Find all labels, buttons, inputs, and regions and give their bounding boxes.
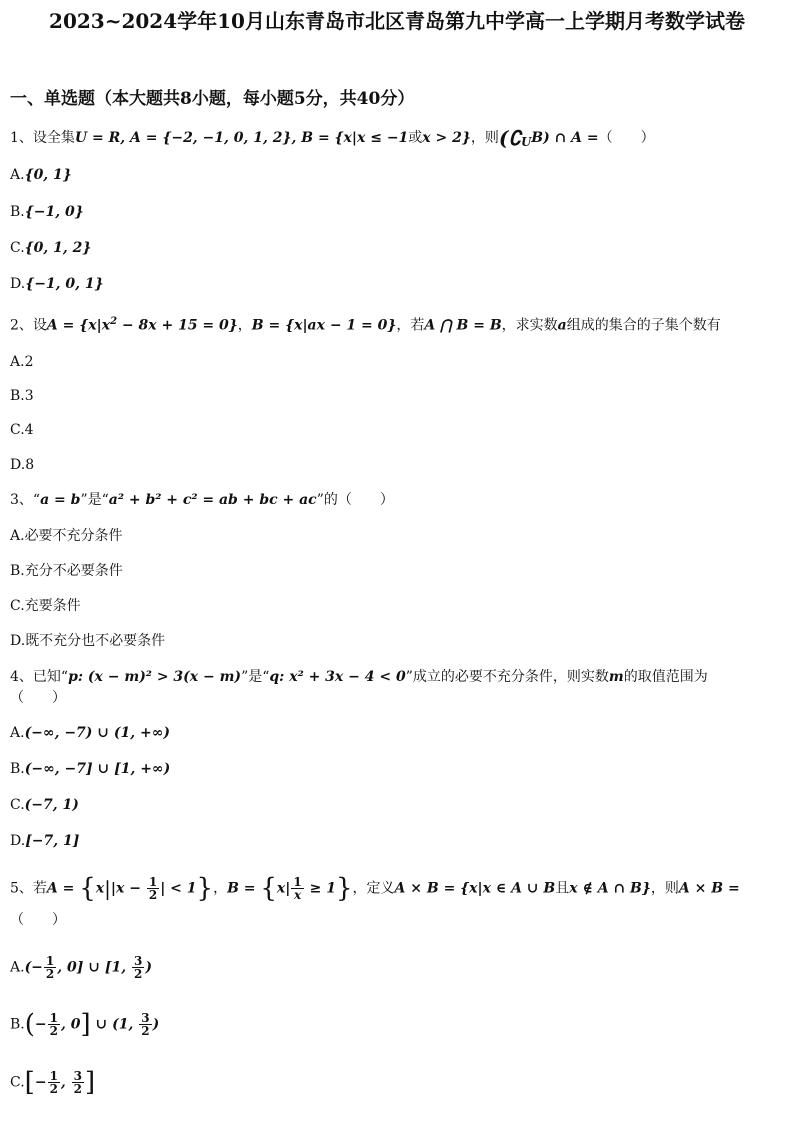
q5-math: | < 1 — [160, 880, 197, 897]
option-text: {0, 1, 2} — [24, 240, 92, 256]
question-number: 5、 — [10, 880, 33, 897]
option-text: (−∞, −7) ∪ (1, +∞) — [24, 725, 171, 741]
option-5a — [10, 955, 152, 980]
q5-brace: { — [260, 873, 277, 904]
option-bracket: ] — [85, 1067, 96, 1098]
q2-text: ，若 — [396, 317, 425, 334]
fraction-denominator: 2 — [49, 1082, 58, 1096]
option-text: 8 — [25, 457, 35, 473]
option-text: 既不充分也不必要条件 — [25, 633, 166, 649]
q1-blank: （ ） — [598, 130, 655, 146]
option-3b — [10, 561, 123, 581]
option-2d — [10, 455, 34, 475]
question-4 — [10, 667, 708, 687]
fraction-denominator: x — [293, 888, 302, 902]
option-text: 充要条件 — [24, 598, 81, 614]
option-label: B. — [10, 761, 25, 777]
q5-fraction — [291, 876, 303, 901]
option-text: [−7, 1] — [25, 833, 80, 849]
option-text: (−∞, −7] ∪ [1, +∞) — [24, 761, 171, 777]
option-label: D. — [10, 833, 26, 849]
q4-math: m — [608, 669, 624, 685]
q5-brace: { — [79, 873, 96, 904]
fraction-numerator: 1 — [293, 875, 302, 889]
section-heading: 一、单选题（本大题共8小题，每小题5分，共40分） — [10, 89, 415, 109]
q5-brace: } — [196, 873, 214, 904]
q3-text: ”的（ ） — [316, 492, 394, 508]
q2-text: ， — [237, 317, 252, 334]
option-text: , 0] ∪ [1, — [57, 959, 131, 976]
option-2b — [10, 386, 34, 406]
option-1b — [10, 202, 84, 222]
option-text: {−1, 0, 1} — [25, 276, 104, 292]
option-bracket: [ — [24, 1067, 35, 1098]
q3-math: a² + b² + c² = ab + bc + ac — [108, 492, 317, 508]
option-label: D. — [10, 633, 26, 649]
q1-math: x > 2} — [422, 130, 471, 146]
option-text: , — [60, 1074, 71, 1091]
option-1a — [10, 165, 72, 185]
q4-math: p: (x − m)² > 3(x − m) — [68, 669, 242, 685]
fraction-denominator: 2 — [45, 967, 55, 981]
q5-math: A = — [46, 880, 80, 897]
q5-bar: | — [104, 876, 111, 901]
option-fraction — [139, 1012, 151, 1037]
q2-math: B = {x|ax − 1 = 0} — [251, 317, 397, 334]
q5-math: ≥ 1 — [304, 880, 336, 897]
option-label: A. — [10, 167, 25, 183]
option-label: A. — [10, 354, 25, 370]
q2-math-sup: 2 — [110, 316, 118, 327]
q5-math: x ∉ A ∩ B} — [569, 880, 651, 897]
q5-math: A × B = {x|x ∈ A ∪ B — [394, 880, 556, 897]
q5-brace: } — [335, 873, 353, 904]
option-fraction — [44, 955, 56, 980]
option-text: (−7, 1) — [24, 797, 79, 813]
option-text: − — [34, 1074, 47, 1091]
q5-math: |x − — [110, 880, 146, 897]
q2-math: A ⋂ B = B — [424, 317, 502, 334]
q1-math-sub: U — [521, 134, 532, 149]
option-4b — [10, 759, 170, 779]
option-label: C. — [10, 1074, 25, 1091]
option-1d — [10, 274, 104, 294]
option-label: D. — [10, 457, 26, 473]
question-number: 3、 — [10, 492, 33, 508]
q5-math: B = — [227, 880, 261, 897]
option-2c — [10, 420, 34, 440]
q4-text: 已知“ — [32, 669, 69, 685]
q2-math: − 8x + 15 = 0} — [117, 317, 238, 334]
q4-text: ”成立的必要不充分条件，则实数 — [405, 669, 609, 685]
fraction-numerator: 1 — [148, 875, 158, 889]
q1-math: U = R, A = {−2, −1, 0, 1, 2}, B = {x|x ≤ −1 — [74, 130, 409, 146]
option-fraction — [48, 1012, 60, 1037]
page-title: 2023~2024学年10月山东青岛市北区青岛第九中学高一上学期月考数学试卷 — [49, 9, 745, 33]
option-3a — [10, 526, 123, 546]
q3-math: a = b — [40, 492, 81, 508]
option-label: C. — [10, 422, 25, 438]
q2-text: 组成的集合的子集个数有 — [566, 317, 721, 334]
q5-fraction — [147, 876, 159, 901]
fraction-denominator: 2 — [49, 1024, 58, 1038]
option-label: A. — [10, 959, 25, 976]
fraction-numerator: 3 — [141, 1011, 150, 1025]
q1-text: 或 — [408, 130, 423, 146]
q1-text: 设全集 — [32, 130, 75, 146]
option-label: A. — [10, 725, 25, 741]
option-label: B. — [10, 1016, 25, 1033]
option-fraction — [48, 1070, 60, 1095]
question-1 — [10, 128, 655, 152]
fraction-denominator: 2 — [73, 1082, 83, 1096]
option-text: 4 — [24, 422, 34, 438]
q3-text: ”是“ — [80, 492, 109, 508]
q4-math: q: x² + 3x − 4 < 0 — [269, 669, 406, 685]
q2-text: ，求实数 — [501, 317, 558, 334]
question-number: 2、 — [10, 317, 33, 334]
option-3c — [10, 596, 81, 616]
option-label: C. — [10, 797, 25, 813]
option-fraction — [132, 955, 144, 980]
q5-math: A × B = — [678, 880, 740, 897]
option-4d — [10, 831, 79, 851]
option-text: 3 — [24, 388, 34, 404]
option-label: B. — [10, 204, 25, 220]
option-text: ∪ (1, — [90, 1016, 139, 1033]
q5-text: ，则 — [650, 880, 679, 897]
q5-text: ，定义 — [352, 880, 395, 897]
question-3 — [10, 490, 394, 510]
option-label: C. — [10, 598, 25, 614]
q5-math: x| — [276, 880, 291, 897]
q2-text: 设 — [32, 317, 47, 334]
fraction-denominator: 2 — [148, 888, 158, 902]
option-3d — [10, 631, 165, 651]
fraction-denominator: 2 — [141, 1024, 150, 1038]
option-2a — [10, 352, 33, 372]
q5-blank: （ ） — [10, 912, 66, 928]
option-text: , 0 — [61, 1016, 81, 1033]
question-2 — [10, 312, 721, 336]
fraction-denominator: 2 — [134, 967, 143, 981]
q2-math: A = {x|x — [46, 317, 111, 334]
option-text: {−1, 0} — [24, 204, 84, 220]
q5-text: 若 — [32, 880, 47, 897]
option-5c — [10, 1067, 96, 1098]
option-text: (− — [24, 959, 43, 976]
option-label: A. — [10, 528, 25, 544]
question-5 — [10, 873, 740, 904]
option-text: ) — [145, 959, 152, 976]
q1-text: ，则 — [470, 130, 499, 146]
option-fraction — [72, 1070, 84, 1095]
q3-text: “ — [32, 492, 41, 508]
q2-math: a — [557, 317, 567, 334]
option-5b — [10, 1009, 160, 1040]
option-text: 必要不充分条件 — [24, 528, 123, 544]
option-4c — [10, 795, 79, 815]
option-text: 2 — [24, 354, 34, 370]
option-label: B. — [10, 563, 25, 579]
q4-text: 的取值范围为 — [623, 669, 708, 685]
q4-text: ”是“ — [241, 669, 270, 685]
option-text: {0, 1} — [24, 167, 72, 183]
fraction-numerator: 1 — [49, 1069, 58, 1083]
option-text: − — [34, 1016, 47, 1033]
q5-math: x — [95, 880, 105, 897]
option-text: ) — [152, 1016, 160, 1033]
fraction-numerator: 3 — [134, 954, 143, 968]
option-label: C. — [10, 240, 25, 256]
question-number: 4、 — [10, 669, 33, 685]
fraction-numerator: 3 — [73, 1069, 83, 1083]
fraction-numerator: 1 — [45, 954, 55, 968]
option-label: B. — [10, 388, 25, 404]
q4-blank: （ ） — [10, 690, 66, 706]
q5-text: 且 — [555, 880, 570, 897]
option-text: 充分不必要条件 — [24, 563, 123, 579]
q1-math: (∁ — [498, 126, 522, 150]
fraction-numerator: 1 — [49, 1011, 58, 1025]
option-1c — [10, 238, 91, 258]
question-number: 1、 — [10, 130, 33, 146]
q5-text: ， — [213, 880, 228, 897]
option-paren: ] — [80, 1009, 91, 1040]
q1-math: B) ∩ A = — [531, 130, 599, 146]
option-label: D. — [10, 276, 26, 292]
option-paren: ( — [24, 1009, 35, 1040]
option-4a — [10, 723, 170, 743]
